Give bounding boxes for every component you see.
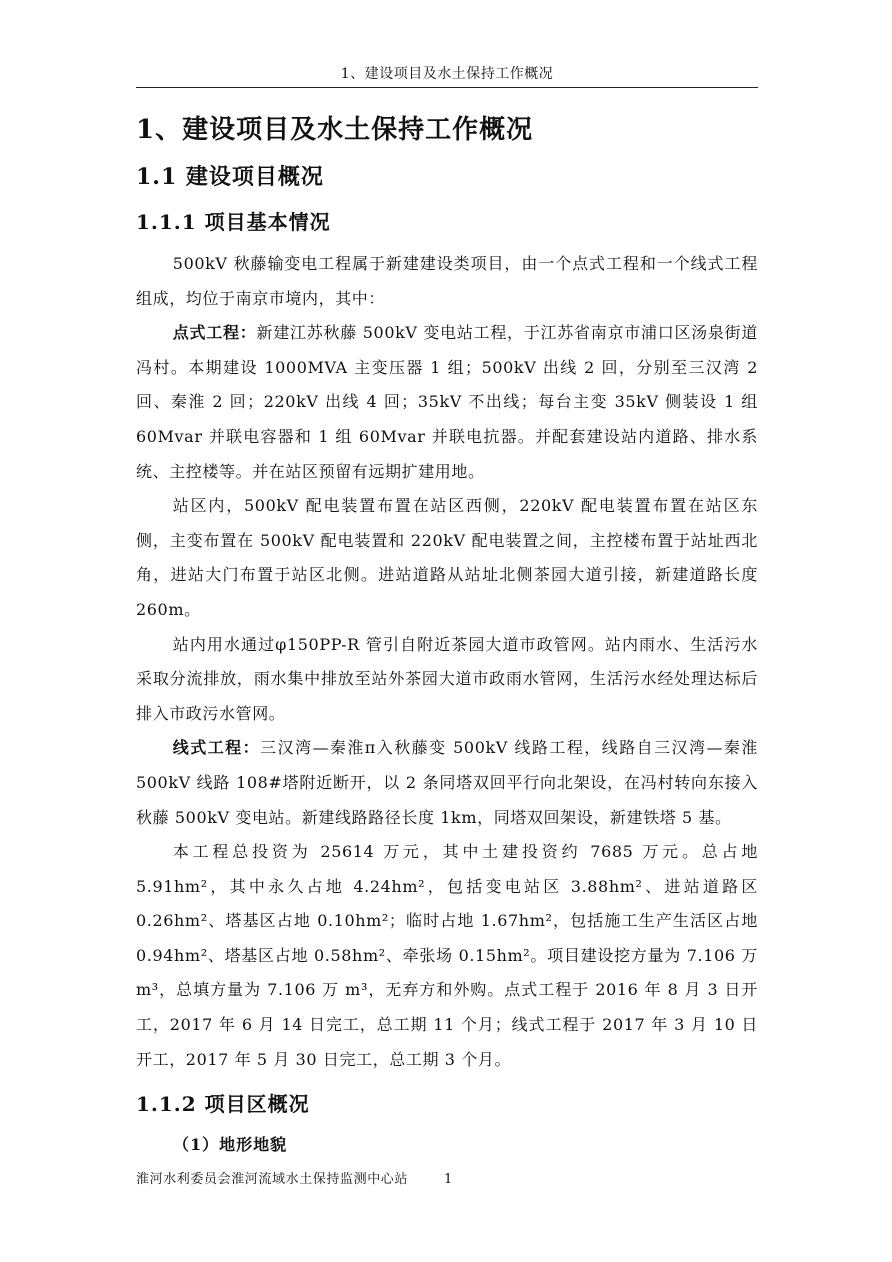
subsection-heading-area-overview: 1.1.2 项目区概况 [136,1092,310,1117]
paragraph-point-project [136,316,758,489]
line-project-body: 三汉湾—秦淮π入秋藤变 500kV 线路工程，线路自三汉湾—秦淮 500kV 线路 108#塔附近断开，以 2 条同塔双回平行向北架设，在冯村转向东接入秋藤 500kV 变电站。新建线路路径长度 1km，同塔双回架设，新建铁塔 5 基。 [136,738,758,827]
point-project-lead: 点式工程： [172,323,257,343]
subsection-heading-basic-info: 1.1.1 项目基本情况 [136,210,331,234]
page-number: 1 [444,1172,453,1187]
paragraph-water-supply: 站内用水通过φ150PP-R 管引自附近茶园大道市政管网。站内雨水、生活污水采取分流排放，雨水集中排放至站外茶园大道市政雨水管网，生活污水经处理达标后排入市政污水管网。 [136,634,758,723]
running-footer-organization: 淮河水利委员会淮河流域水土保持监测中心站 [136,1172,409,1187]
paragraph-investment: 本工程总投资为 25614 万元，其中土建投资约 7685 万元。总占地 5.91hm²，其中永久占地 4.24hm²，包括变电站区 3.88hm²、进站道路区 0.26hm²、塔基区占地 0.10hm²；临时占地 1.67hm²，包括施工生产生活区占地 0.94hm²、塔基区占地 0.58hm²、牵张场 0.15hm²。项目建设挖方量为 7.106 万 m³，总填方量为 7.106 万 m³，无弃方和外购。点式工程于 2016 年 8 月 3 日开工，2017 年 6 月 14 日完工，总工期 11 个月；线式工程于 2017 年 3 月 10 日开工，2017 年 5 月 30 日完工，总工期 3 个月。 [136,842,758,1069]
paragraph-intro: 500kV 秋藤输变电工程属于新建建设类项目，由一个点式工程和一个线式工程组成，均位于南京市境内，其中： [136,254,758,308]
header-divider [136,87,758,88]
point-project-body: 新建江苏秋藤 500kV 变电站工程，于江苏省南京市浦口区汤泉街道冯村。本期建设 1000MVA 主变压器 1 组；500kV 出线 2 回，分别至三汉湾 2 回、秦淮 2 回；220kV 出线 4 回；35kV 不出线；每台主变 35kV 侧装设 1 组 60Mvar 并联电容器和 1 组 60Mvar 并联电抗器。并配套建设站内道路、排水系统、主控楼等。并在站区预留有远期扩建用地。 [136,323,758,481]
running-header: 1、建设项目及水土保持工作概况 [340,66,554,82]
paragraph-station-layout: 站区内，500kV 配电装置布置在站区西侧，220kV 配电装置布置在站区东侧，主变布置在 500kV 配电装置和 220kV 配电装置之间，主控楼布置于站址西北角，进站大门布置于站区北侧。进站道路从站址北侧茶园大道引接，新建道路长度 260m。 [136,496,758,619]
section-heading: 1.1 建设项目概况 [136,164,324,190]
sub-item-heading-terrain: （1）地形地貌 [173,1135,288,1155]
page-body [136,108,758,1162]
chapter-heading: 1、建设项目及水土保持工作概况 [136,115,534,145]
line-project-lead: 线式工程： [172,738,261,758]
paragraph-line-project [136,731,758,835]
